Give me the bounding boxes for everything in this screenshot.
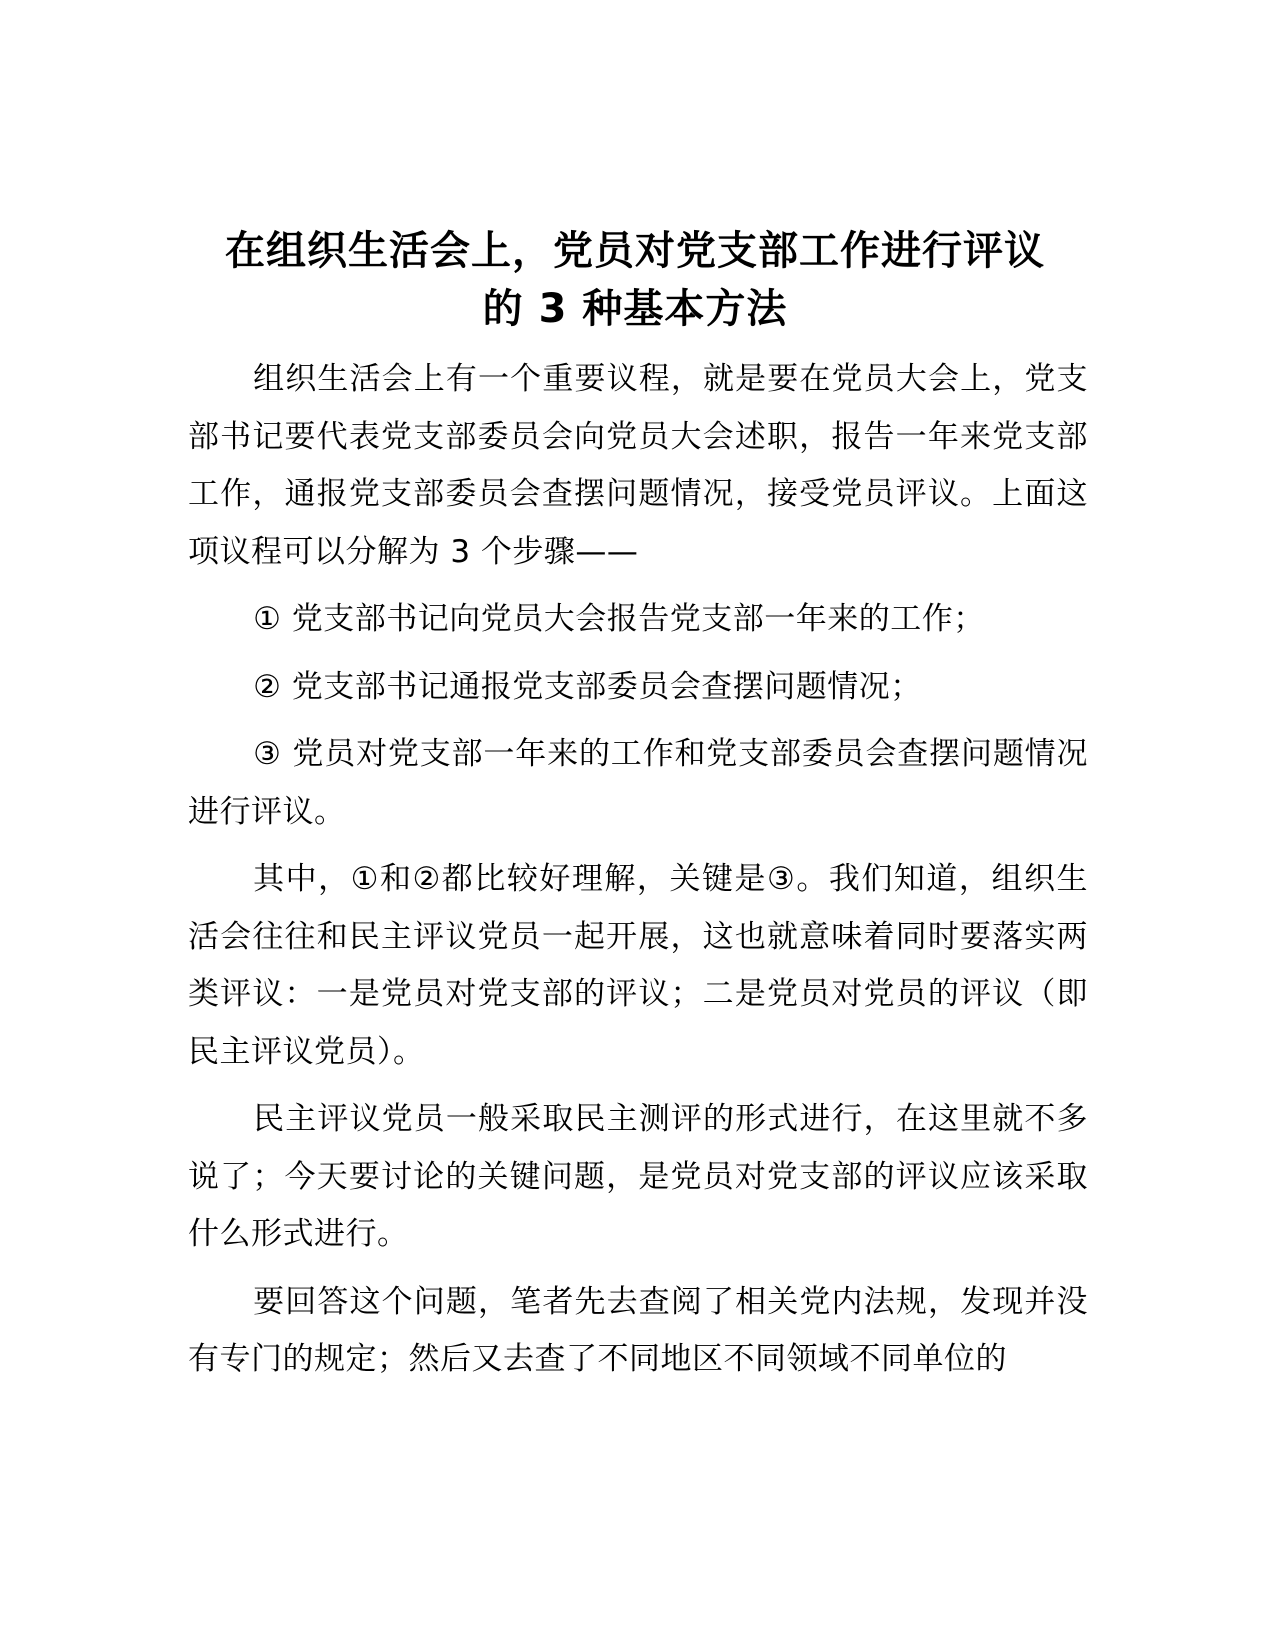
paragraph-step-2: ② 党支部书记通报党支部委员会查摆问题情况；	[253, 668, 922, 705]
paragraph-key-point: 其中，①和②都比较好理解，关键是③。我们知道，组织生活会往往和民主评议党员一起开展，这也就意味着同时要落实两类评议：一是党员对党支部的评议；二是党员对党员的评议（即民主评议党员）。	[188, 861, 1088, 1070]
paragraph-step-3: ③ 党员对党支部一年来的工作和党支部委员会查摆问题情况进行评议。	[188, 736, 1088, 830]
document-title	[180, 222, 1090, 338]
paragraph-research: 要回答这个问题，笔者先去查阅了相关党内法规，发现并没有专门的规定；然后又去查了不同地区不同领域不同单位的	[188, 1283, 1088, 1377]
paragraph-step-1: ① 党支部书记向党员大会报告党支部一年来的工作；	[253, 601, 985, 637]
paragraph-intro: 组织生活会上有一个重要议程，就是要在党员大会上，党支部书记要代表党支部委员会向党员大会述职，报告一年来党支部工作，通报党支部委员会查摆问题情况，接受党员评议。上面这项议程可以分解为 3 个步骤——	[188, 361, 1088, 570]
title-line-2: 的 3 种基本方法	[482, 286, 788, 332]
document-body	[188, 351, 1088, 1399]
paragraph-democratic-review: 民主评议党员一般采取民主测评的形式进行，在这里就不多说了；今天要讨论的关键问题，是党员对党支部的评议应该采取什么形式进行。	[188, 1101, 1088, 1252]
title-line-1: 在组织生活会上，党员对党支部工作进行评议	[225, 228, 1045, 274]
